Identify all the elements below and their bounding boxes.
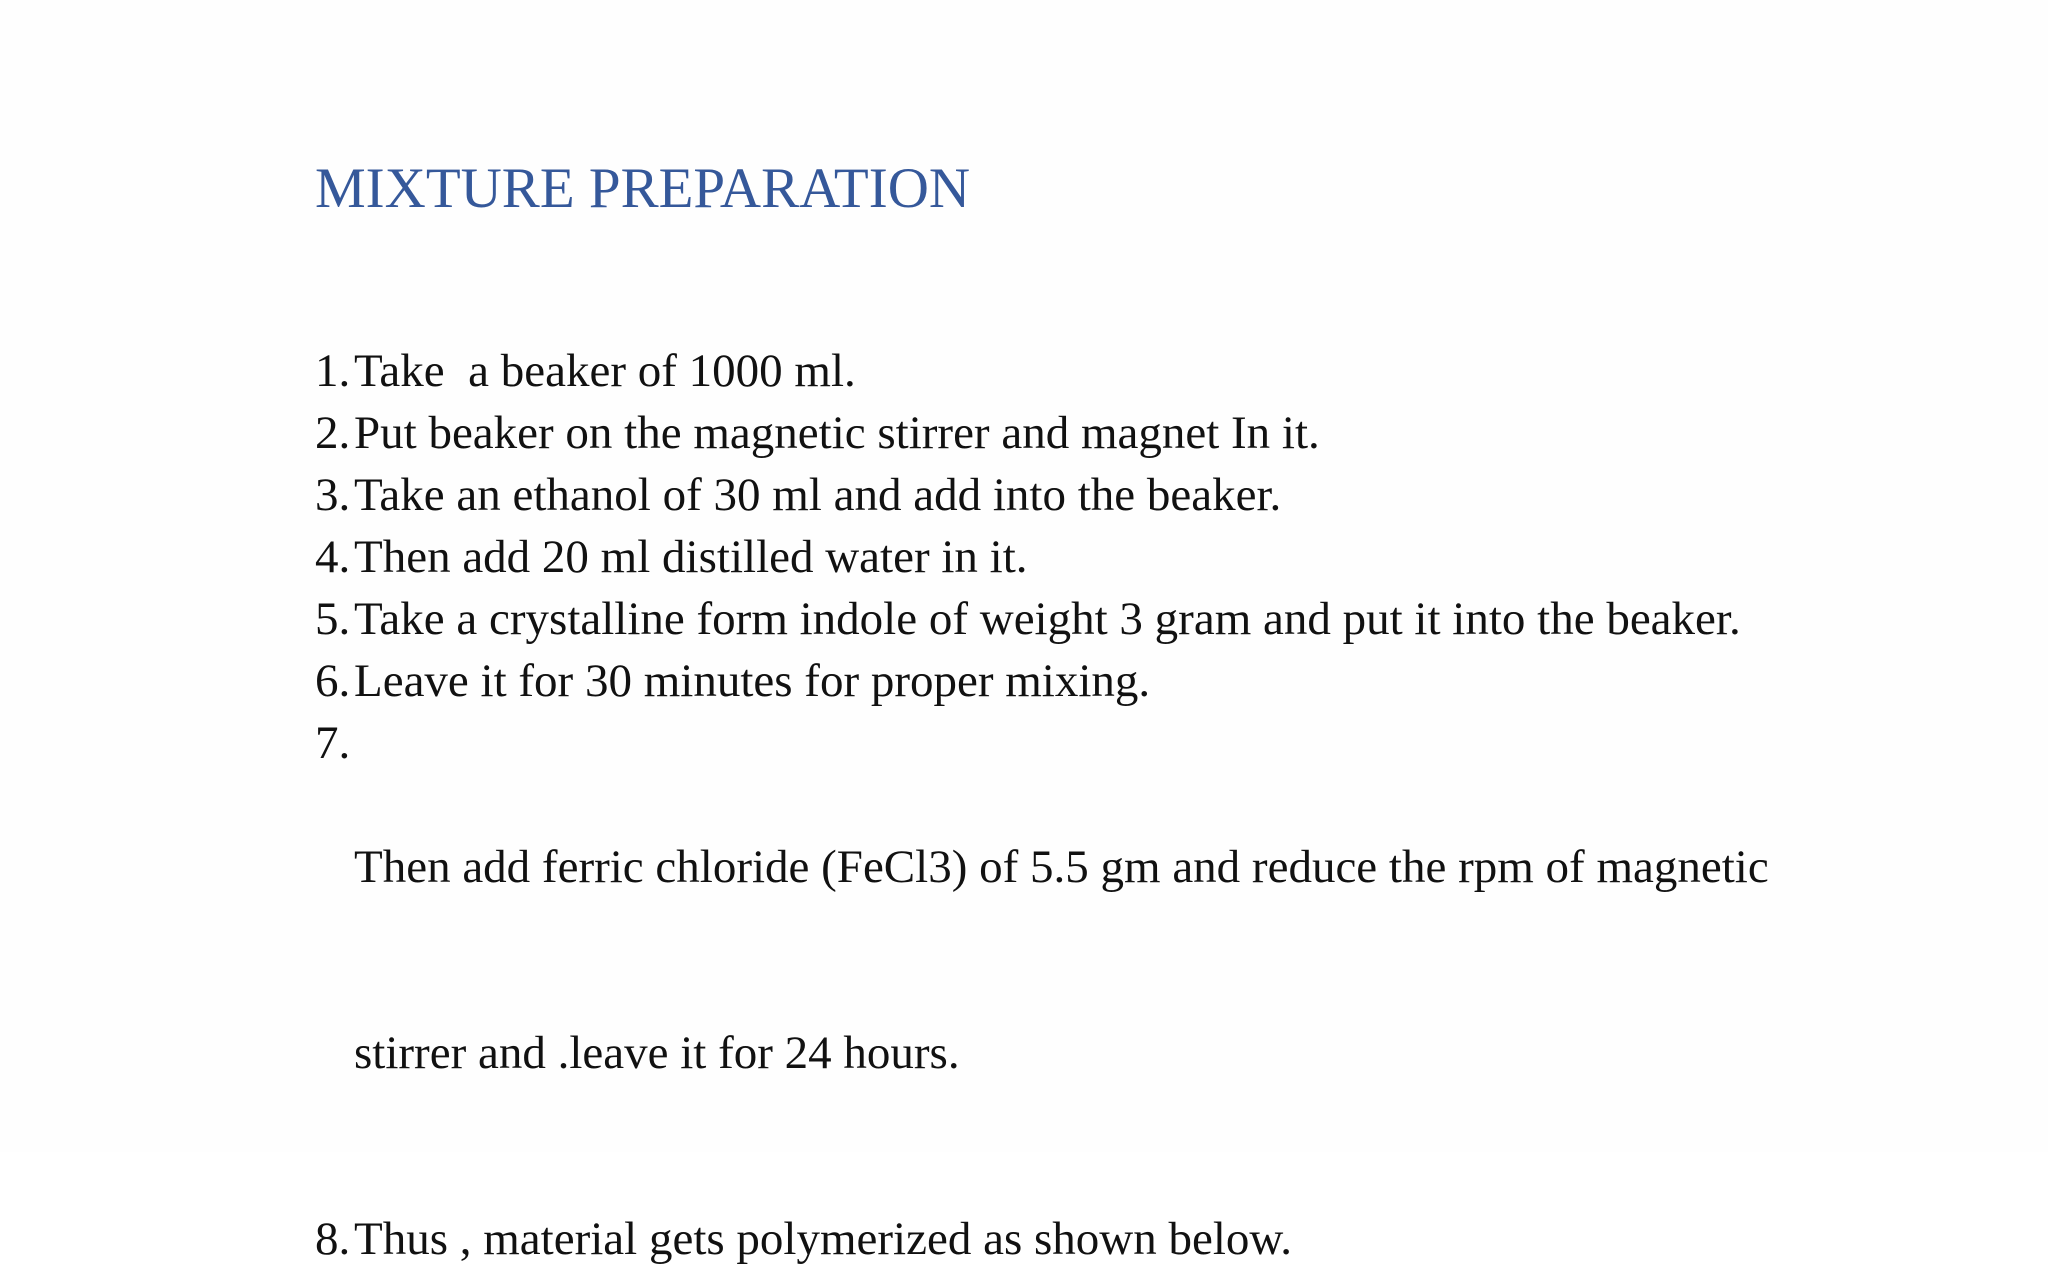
step-item [315, 650, 1955, 712]
step-number: 2. [315, 407, 351, 459]
step-number: 6. [315, 655, 351, 707]
step-item [315, 1208, 1955, 1270]
step-item [315, 340, 1955, 402]
step-item [315, 588, 1955, 650]
step-text: Take a beaker of 1000 ml. [354, 345, 856, 397]
step-text-line: Then add ferric chloride (FeCl3) of 5.5 gm and reduce the rpm of magnetic [354, 841, 1769, 893]
step-number: 8. [315, 1213, 351, 1265]
step-number: 7. [315, 717, 351, 769]
steps-list [315, 340, 1955, 1270]
step-text-line-continued: stirrer and .leave it for 24 hours. [354, 1027, 960, 1079]
step-text: Put beaker on the magnetic stirrer and magnet In it. [354, 407, 1320, 459]
step-item [315, 402, 1955, 464]
step-number: 4. [315, 531, 351, 583]
step-item [315, 464, 1955, 526]
step-text: Take an ethanol of 30 ml and add into the beaker. [354, 469, 1282, 521]
step-text: Thus , material gets polymerized as shown below. [354, 1213, 1293, 1265]
step-item [315, 712, 1955, 1208]
step-text: Then add 20 ml distilled water in it. [354, 531, 1028, 583]
step-number: 5. [315, 593, 351, 645]
slide-title: MIXTURE PREPARATION [315, 157, 971, 220]
step-text: Leave it for 30 minutes for proper mixing. [354, 655, 1151, 707]
step-text: Take a crystalline form indole of weight 3 gram and put it into the beaker. [354, 593, 1741, 645]
step-number: 1. [315, 345, 351, 397]
step-text [354, 712, 1955, 1208]
step-item [315, 526, 1955, 588]
step-number: 3. [315, 469, 351, 521]
